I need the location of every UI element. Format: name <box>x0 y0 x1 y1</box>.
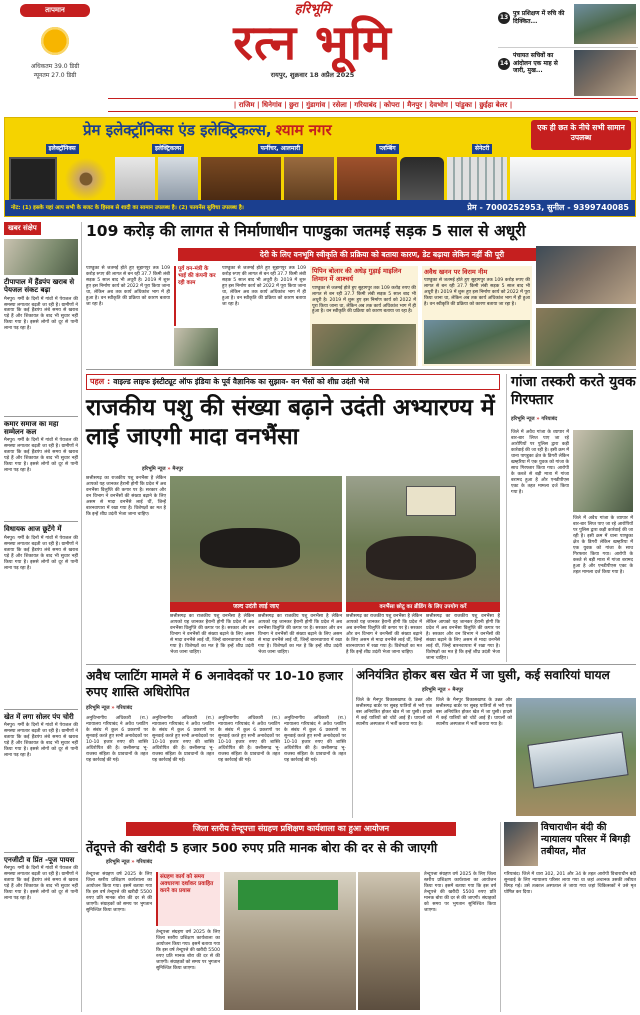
teaser-photo <box>574 50 636 96</box>
byline-separator: » <box>534 416 542 422</box>
plotting-body: अनुविभागीय अधिकारी (रा.) न्यायालय गरियाबंद ने अवैध प्लाटिंग के संबंध में कुल 6 प्रकरणों पर सुनवाई करते हुए सभी अनावेदकों पर 10-10 हजार रुपए की शास्ति अधिरोपित की है। छत्तीसगढ़ भू-राजस्व संहिता के प्रावधानों के तहत यह कार्रवाई की गई। <box>86 716 148 763</box>
byline-source: हरिभूमि न्यूज <box>106 859 130 866</box>
tendu-photo-2 <box>358 872 420 1010</box>
byline-separator: » <box>445 686 453 693</box>
ganja-body: जिले में अवैध गांजा के व्यापार में बार-बार लिप्त पाए जा रहे आरोपियों पर पुलिस द्वारा कड़ी कार्रवाई की जा रही है। इसी क्रम में थाना पाण्डुका क्षेत्र के डिगरी लेकिन खम्हरिया में एक युवक को गांजा के साथ गिरफ्तार किया गया। आरोपी के कब्जे से बड़ी मात्रा में गांजा बरामद हुआ है और एनडीपीएस एक्ट के तहत मामला दर्ज किया गया है। <box>573 516 633 575</box>
bus-body: जिले के मैनपुर विकासखण्ड के उन्नत और छत्तीसगढ़ बार्डर पर सुबह यात्रियों से भरी एक बस अनियंत्रित होकर खेत में जा घुसी। हादसे में कई यात्रियों को चोटें आई हैं। घायलों को स्थानीय अस्पताल में भर्ती कराया गया है। <box>436 698 512 727</box>
tendu-quote <box>156 872 220 926</box>
masthead <box>140 2 485 94</box>
byline <box>511 416 636 422</box>
undertrial-headline[interactable]: विचाराधीन बंदी की न्यायालय परिसर में बिगड़ी तबीयत, मौत <box>541 822 631 858</box>
plotting-story <box>86 668 348 818</box>
buffalo-figure <box>366 536 476 580</box>
ad-banner[interactable] <box>4 117 636 217</box>
fan-product <box>60 157 112 201</box>
lead-box-2 <box>422 266 532 366</box>
byline-separator: » <box>129 859 137 866</box>
buffalo-story <box>86 374 500 662</box>
kicker-text: वाइल्ड लाइफ इंस्टीट्यूट ऑफ इंडिया के पूर्व वैज्ञानिक का सुझाव- वन भैंसों को शीघ्र उदंती भेजे <box>113 377 370 387</box>
buffalo-photo-2 <box>346 476 500 602</box>
divider <box>86 664 636 665</box>
undertrial-body: गरियाबंद। जिले में धारा 302, 201 और 34 के तहत आरोपी विचाराधीन बंदी सुनवाई के लिए न्यायालय परिसर लाया गया था जहां अचानक उसकी तबीयत बिगड़ गई। उसे तत्काल अस्पताल ले जाया गया जहां चिकित्सकों ने उसे मृत घोषित कर दिया। <box>504 872 636 895</box>
byline-place: गरियाबंद <box>136 859 153 866</box>
byline-place: गरियाबंद <box>541 416 558 422</box>
ad-title: प्रेम इलेक्ट्रॉनिक्स एंड इलेक्ट्रिकल्स, <box>83 120 272 139</box>
buffalo-body: छत्तीसगढ़ का राजकीय पशु वनभैंसा है लेकिन आपको यह जानकर हैरानी होगी कि प्रदेश में अब वनभैंसा विलुप्ति की कगार पर है। सरकार और वन विभाग ने वनभैंसों की संख्या बढ़ाने के लिए असम से मादा वनभैंसे लाई थीं, जिन्हें बारनवापारा में रखा गया है। विशेषज्ञों का मत है कि इन्हें शीघ्र उदंती भेजा जाना चाहिए। <box>170 614 254 655</box>
teaser-page-num: 13 <box>498 12 510 24</box>
sanitary-product <box>510 157 631 201</box>
bus-accident-story <box>356 668 636 818</box>
tendu-body: तेन्दूपत्ता संग्रहण वर्ष 2025 के लिए जिला स्तरीय प्रशिक्षण कार्यशाला का आयोजन किया गया। इसमें बताया गया कि इस वर्ष तेन्दूपत्ते की खरीदी 5500 रुपए प्रति मानक बोरा की दर से की जाएगी। संग्राहकों को समय पर भुगतान सुनिश्चित किया जाएगा। <box>86 872 152 913</box>
weather-max: अधिकतम 39.0 डिग्री <box>30 62 80 70</box>
column-divider <box>500 822 501 1012</box>
photo-caption: वनभैंसा छोटू का ब्रीडिंग के लिए उपयोग करें <box>346 602 500 612</box>
masthead-title: रत्न भूमि <box>233 15 392 72</box>
divider <box>4 709 78 710</box>
dateline: रायपुर, शुक्रवार 18 अप्रैल 2025 <box>270 70 355 79</box>
sidebar-label: खबर संक्षेप <box>4 222 41 235</box>
divider <box>4 416 78 417</box>
lead-subhead: देरी के लिए वनभूमि स्वीकृति की प्रक्रिया को बताया कारण, डेट बढ़ाया लेकिन नहीं की पूरी <box>178 248 586 261</box>
lead-photo-right-1 <box>536 246 636 304</box>
box-text: पाण्डुका से जतमई होते हुए सुहागपुर तक 109 करोड़ रुपए की लागत से बन रही 37.7 किमी लंबी सड़क 5 साल बाद भी अधूरी है। 2019 में शुरू हुए इस निर्माण कार्य को 2022 में पूरा किया जाना था, लेकिन अब तक कार्य अधिकांश भाग में ही हुआ है। वन स्वीकृति की प्रक्रिया को कारण बताया जा रहा है। <box>312 285 416 315</box>
teaser-text: पुत्र प्रशिक्षण में रुचि की दिक्कित... <box>513 10 565 25</box>
ad-products-strip <box>9 157 631 201</box>
tendu-photo-1 <box>224 872 356 1010</box>
sofa-product <box>337 157 397 201</box>
tendu-headline[interactable]: तेंदूपत्ते की खरीदी 5 हजार 500 रुपए प्रति मानक बोरा की दर से की जाएगी <box>86 840 438 855</box>
ganja-body: जिले में अवैध गांजा के व्यापार में बार-बार लिप्त पाए जा रहे आरोपियों पर पुलिस द्वारा कड़ी कार्रवाई की जा रही है। इसी क्रम में थाना पाण्डुका क्षेत्र के डिगरी लेकिन खम्हरिया में एक युवक को गांजा के साथ गिरफ्तार किया गया। आरोपी के कब्जे से बड़ी मात्रा में गांजा बरामद हुआ है और एनडीपीएस एक्ट के तहत मामला दर्ज किया गया है। <box>511 430 569 495</box>
news-brief-sidebar <box>4 222 82 1012</box>
ad-cat: सेनेटरी <box>472 144 492 154</box>
weather-min: न्यूनतम 27.0 डिग्री <box>33 72 77 80</box>
byline <box>142 466 183 472</box>
brief-title[interactable]: टीपापाल में हैंडपंप खराब से पेयजल संकट बढ़ा <box>4 277 75 295</box>
weather-box <box>4 4 106 94</box>
byline-place: गरियाबंद <box>116 705 133 711</box>
bus-figure <box>527 732 628 789</box>
plotting-body: अनुविभागीय अधिकारी (रा.) न्यायालय गरियाबंद ने अवैध प्लाटिंग के संबंध में कुल 6 प्रकरणों पर सुनवाई करते हुए सभी अनावेदकों पर 10-10 हजार रुपए की शास्ति अधिरोपित की है। छत्तीसगढ़ भू-राजस्व संहिता के प्रावधानों के तहत यह कार्रवाई की गई। <box>284 716 346 763</box>
ad-cat: इलेक्ट्रॉनिक्स <box>46 144 79 154</box>
ganja-headline[interactable]: गांजा तस्करी करते युवक गिरफ्तार <box>511 374 636 408</box>
buffalo-body: छत्तीसगढ़ का राजकीय पशु वनभैंसा है लेकिन आपको यह जानकर हैरानी होगी कि प्रदेश में अब वनभैंसा विलुप्ति की कगार पर है। सरकार और वन विभाग ने वनभैंसों की संख्या बढ़ाने के लिए असम से मादा वनभैंसे लाई थीं, जिन्हें बारनवापारा में रखा गया है। विशेषज्ञों का मत है कि इन्हें शीघ्र उदंती भेजा जाना चाहिए। <box>258 614 342 655</box>
buffalo-body: छत्तीसगढ़ का राजकीय पशु वनभैंसा है लेकिन आपको यह जानकर हैरानी होगी कि प्रदेश में अब वनभैंसा विलुप्ति की कगार पर है। सरकार और वन विभाग ने वनभैंसों की संख्या बढ़ाने के लिए असम से मादा वनभैंसे लाई थीं, जिन्हें बारनवापारा में रखा गया है। विशेषज्ञों का मत है कि इन्हें शीघ्र उदंती भेजा जाना चाहिए। <box>86 476 166 517</box>
byline-source: हरिभूमि न्यूज <box>511 416 535 422</box>
buffalo-sign <box>406 486 456 516</box>
teaser[interactable] <box>498 50 638 98</box>
plotting-body: अनुविभागीय अधिकारी (रा.) न्यायालय गरियाबंद ने अवैध प्लाटिंग के संबंध में कुल 6 प्रकरणों पर सुनवाई करते हुए सभी अनावेदकों पर 10-10 हजार रुपए की शास्ति अधिरोपित की है। छत्तीसगढ़ भू-राजस्व संहिता के प्रावधानों के तहत यह कार्रवाई की गई। <box>152 716 214 763</box>
tendu-body: तेन्दूपत्ता संग्रहण वर्ष 2025 के लिए जिला स्तरीय प्रशिक्षण कार्यशाला का आयोजन किया गया। इसमें बताया गया कि इस वर्ष तेन्दूपत्ते की खरीदी 5500 रुपए प्रति मानक बोरा की दर से की जाएगी। संग्राहकों को समय पर भुगतान सुनिश्चित किया जाएगा। <box>424 872 496 913</box>
brief-title[interactable]: खेत में लगा सोलर पंप चोरी <box>4 712 74 721</box>
photo-caption: जल्द उदंती लाई जाए <box>170 602 342 612</box>
box-title: अवैध खनन पर विराम नीम <box>424 268 488 276</box>
tv-product <box>9 157 57 201</box>
almirah-product <box>284 157 334 201</box>
lead-photo <box>174 328 218 366</box>
kicker: पहल : <box>90 377 111 386</box>
buffalo-headline[interactable]: राजकीय पशु की संख्या बढ़ाने उदंती अभ्यारण्य में लाई जाएगी मादा वनभैंसा <box>86 395 495 451</box>
plotting-headline[interactable]: अवैध प्लाटिंग मामले में 6 अनावेदकों पर 10-10 हजार रुपए शास्ति अधिरोपित <box>86 668 343 700</box>
lead-photo-right-2 <box>536 308 636 366</box>
tendu-banner-board <box>238 880 338 910</box>
lead-box-1 <box>310 266 418 366</box>
district-list: | राजिम | धिनेगांव | छुरा | गुंडागांव | रसेला | गरियाबंद | कोपरा | मैनपुर | देवभोग | पांडुका | छुईहा बेलर | <box>233 101 513 109</box>
undertrial-photo <box>504 822 538 866</box>
cooler-product <box>158 157 198 201</box>
ad-cat: प्लम्बिंग <box>376 144 398 154</box>
sidebar-photo <box>4 239 78 275</box>
brief-title[interactable]: कमार समाज का महा सम्मेलन कल <box>4 419 59 436</box>
byline-source: हरिभूमि न्यूज <box>422 686 446 693</box>
quote-text: संग्रहण कार्य को समय अवधारणा दर्शाकर प्रवाहित करने का प्रयास <box>160 874 214 894</box>
bus-headline[interactable]: अनियंत्रित होकर बस खेत में जा घुसी, कई सवारियां घायल <box>356 668 610 682</box>
quote-text: पूर्व वन-मंत्री के भाई की कंपनी कर रही काम <box>178 266 216 286</box>
ad-phone[interactable]: प्रेम - 7000252953, सुनील - 9399740085 <box>467 203 629 212</box>
byline-place: मैनपुर <box>172 466 183 472</box>
column-divider <box>352 668 353 818</box>
furniture-product <box>201 157 281 201</box>
tendu-story <box>86 822 496 1012</box>
brief-text: मैनपुर। गर्मी के दिनों में गांवों में पेयजल की समस्या लगातार बढ़ती जा रही है। ग्रामीणों ने बताया कि कई हैंडपंप लंबे समय से खराब पड़े हैं और शिकायत के बाद भी सुधार नहीं किया गया है। इससे लोगों को दूर से पानी लाना पड़ रहा है। <box>4 296 78 332</box>
byline <box>106 859 496 865</box>
box-text: पाण्डुका से जतमई होते हुए सुहागपुर तक 109 करोड़ रुपए की लागत से बन रही 37.7 किमी लंबी सड़क 5 साल बाद भी अधूरी है। 2019 में शुरू हुए इस निर्माण कार्य को 2022 में पूरा किया जाना था, लेकिन अब तक कार्य अधिकांश भाग में ही हुआ है। वन स्वीकृति की प्रक्रिया को कारण बताया जा रहा है। <box>424 278 530 307</box>
byline <box>422 687 636 693</box>
lead-story <box>86 222 636 370</box>
lead-headline[interactable]: 109 करोड़ की लागत से निर्माणाधीन पाण्डुका जतमई सड़क 5 साल से अधूरी <box>86 222 526 240</box>
buffalo-figure <box>200 528 300 568</box>
brief-text: मैनपुर। गर्मी के दिनों में गांवों में पेयजल की समस्या लगातार बढ़ती जा रही है। ग्रामीणों ने बताया कि कई हैंडपंप लंबे समय से खराब पड़े हैं और शिकायत के बाद भी सुधार नहीं किया गया है। इससे लोगों को दूर से पानी लाना पड़ रहा है। <box>4 866 78 902</box>
brief-text: मैनपुर। गर्मी के दिनों में गांवों में पेयजल की समस्या लगातार बढ़ती जा रही है। ग्रामीणों ने बताया कि कई हैंडपंप लंबे समय से खराब पड़े हैं और शिकायत के बाद भी सुधार नहीं किया गया है। इससे लोगों को दूर से पानी लाना पड़ रहा है। <box>4 723 78 758</box>
sun-icon <box>37 23 73 59</box>
ad-location: श्याम नगर <box>275 120 332 139</box>
tendu-body: तेन्दूपत्ता संग्रहण वर्ष 2025 के लिए जिला स्तरीय प्रशिक्षण कार्यशाला का आयोजन किया गया। इसमें बताया गया कि इस वर्ष तेन्दूपत्ते की खरीदी 5500 रुपए प्रति मानक बोरा की दर से की जाएगी। संग्राहकों को समय पर भुगतान सुनिश्चित किया जाएगा। <box>156 930 220 971</box>
lead-body: पाण्डुका से जतमई होते हुए सुहागपुर तक 109 करोड़ रुपए की लागत से बन रही 37.7 किमी लंबी सड़क 5 साल बाद भी अधूरी है। 2019 में शुरू हुए इस निर्माण कार्य को 2022 में पूरा किया जाना था, लेकिन अब तक कार्य अधिकांश भाग में ही हुआ है। वन स्वीकृति की प्रक्रिया को कारण बताया जा रहा है। <box>86 266 170 307</box>
brief-title[interactable]: विधायक आज छूटेंगे में <box>4 525 62 534</box>
ad-tagline: एक ही छत के नीचे सभी सामान उपलब्ध <box>531 120 631 150</box>
divider <box>4 852 78 853</box>
bus-body: जिले के मैनपुर विकासखण्ड के उन्नत और छत्तीसगढ़ बार्डर पर सुबह यात्रियों से भरी एक बस अनियंत्रित होकर खेत में जा घुसी। हादसे में कई यात्रियों को चोटें आई हैं। घायलों को स्थानीय अस्पताल में भर्ती कराया गया है। <box>356 698 432 727</box>
box-photo <box>312 324 416 366</box>
ad-footer <box>5 200 635 216</box>
tank-product <box>400 157 444 201</box>
teasers <box>498 4 638 98</box>
plotting-body: अनुविभागीय अधिकारी (रा.) न्यायालय गरियाबंद ने अवैध प्लाटिंग के संबंध में कुल 6 प्रकरणों पर सुनवाई करते हुए सभी अनावेदकों पर 10-10 हजार रुपए की शास्ति अधिरोपित की है। छत्तीसगढ़ भू-राजस्व संहिता के प्रावधानों के तहत यह कार्रवाई की गई। <box>218 716 280 763</box>
kicker-row <box>86 374 500 390</box>
byline-place: मैनपुर <box>452 686 463 693</box>
byline <box>86 705 348 711</box>
byline-separator: » <box>109 705 117 711</box>
byline-source: हरिभूमि न्यूज <box>86 705 110 711</box>
bus-photo <box>516 698 636 816</box>
pipes-product <box>447 157 507 201</box>
tendu-banner: जिला स्तरीय तेन्दूपत्ता संग्रहण प्रशिक्षण कार्यशाला का हुआ आयोजन <box>126 822 456 836</box>
brief-text: मैनपुर। गर्मी के दिनों में गांवों में पेयजल की समस्या लगातार बढ़ती जा रही है। ग्रामीणों ने बताया कि कई हैंडपंप लंबे समय से खराब पड़े हैं और शिकायत के बाद भी सुधार नहीं किया गया है। इससे लोगों को दूर से पानी लाना पड़ रहा है। <box>4 438 78 474</box>
teaser-text: पंचायत सचिवों का आंदोलन एक माह से जारी, मुख... <box>513 52 558 74</box>
ad-cat: फर्नीचर, आलमारी <box>258 144 304 154</box>
brand-small: हरिभूमि <box>294 2 331 17</box>
ganja-story <box>506 374 636 662</box>
ad-cat: इलेक्ट्रिकल्स <box>152 144 184 154</box>
district-strip <box>108 98 638 112</box>
undertrial-story <box>504 822 636 1012</box>
lead-body: पाण्डुका से जतमई होते हुए सुहागपुर तक 109 करोड़ रुपए की लागत से बन रही 37.7 किमी लंबी सड़क 5 साल बाद भी अधूरी है। 2019 में शुरू हुए इस निर्माण कार्य को 2022 में पूरा किया जाना था, लेकिन अब तक कार्य अधिकांश भाग में ही हुआ है। वन स्वीकृति की प्रक्रिया को कारण बताया जा रहा है। <box>222 266 306 307</box>
teaser[interactable] <box>498 4 638 48</box>
box-title: पिपिन बोलार की अधेड़ गुड़ाई माइलिन लिमान में आश्चर्य <box>312 267 402 283</box>
brief-title[interactable]: एनजीटी व प्रिंत -पूज पायस <box>4 856 75 865</box>
byline-separator: » <box>165 466 173 472</box>
buffalo-body: छत्तीसगढ़ का राजकीय पशु वनभैंसा है लेकिन आपको यह जानकर हैरानी होगी कि प्रदेश में अब वनभैंसा विलुप्ति की कगार पर है। सरकार और वन विभाग ने वनभैंसों की संख्या बढ़ाने के लिए असम से मादा वनभैंसे लाई थीं, जिन्हें बारनवापारा में रखा गया है। विशेषज्ञों का मत है कि इन्हें शीघ्र उदंती भेजा जाना चाहिए। <box>426 614 500 661</box>
byline-source: हरिभूमि न्यूज <box>142 466 166 472</box>
teaser-page-num: 14 <box>498 58 510 70</box>
buffalo-body: छत्तीसगढ़ का राजकीय पशु वनभैंसा है लेकिन आपको यह जानकर हैरानी होगी कि प्रदेश में अब वनभैंसा विलुप्ति की कगार पर है। सरकार और वन विभाग ने वनभैंसों की संख्या बढ़ाने के लिए असम से मादा वनभैंसे लाई थीं, जिन्हें बारनवापारा में रखा गया है। विशेषज्ञों का मत है कि इन्हें शीघ्र उदंती भेजा जाना चाहिए। <box>346 614 422 655</box>
ad-note: नोट: (1) इसके यहां आप सभी के बजट के हिसाब से शादी का सामान उपलब्ध है। (2) फायनेंस सुविधा उपलब्ध है। <box>11 204 244 211</box>
appliance-product <box>115 157 155 201</box>
buffalo-photo-1 <box>170 476 342 602</box>
brief-text: मैनपुर। गर्मी के दिनों में गांवों में पेयजल की समस्या लगातार बढ़ती जा रही है। ग्रामीणों ने बताया कि कई हैंडपंप लंबे समय से खराब पड़े हैं और शिकायत के बाद भी सुधार नहीं किया गया है। इससे लोगों को दूर से पानी लाना पड़ रहा है। <box>4 535 78 571</box>
weather-label: तापमान <box>20 4 90 17</box>
teaser-photo <box>574 4 636 44</box>
lead-quote <box>174 266 218 326</box>
divider <box>4 521 78 522</box>
ganja-photo <box>573 430 633 512</box>
box-photo <box>424 320 530 364</box>
